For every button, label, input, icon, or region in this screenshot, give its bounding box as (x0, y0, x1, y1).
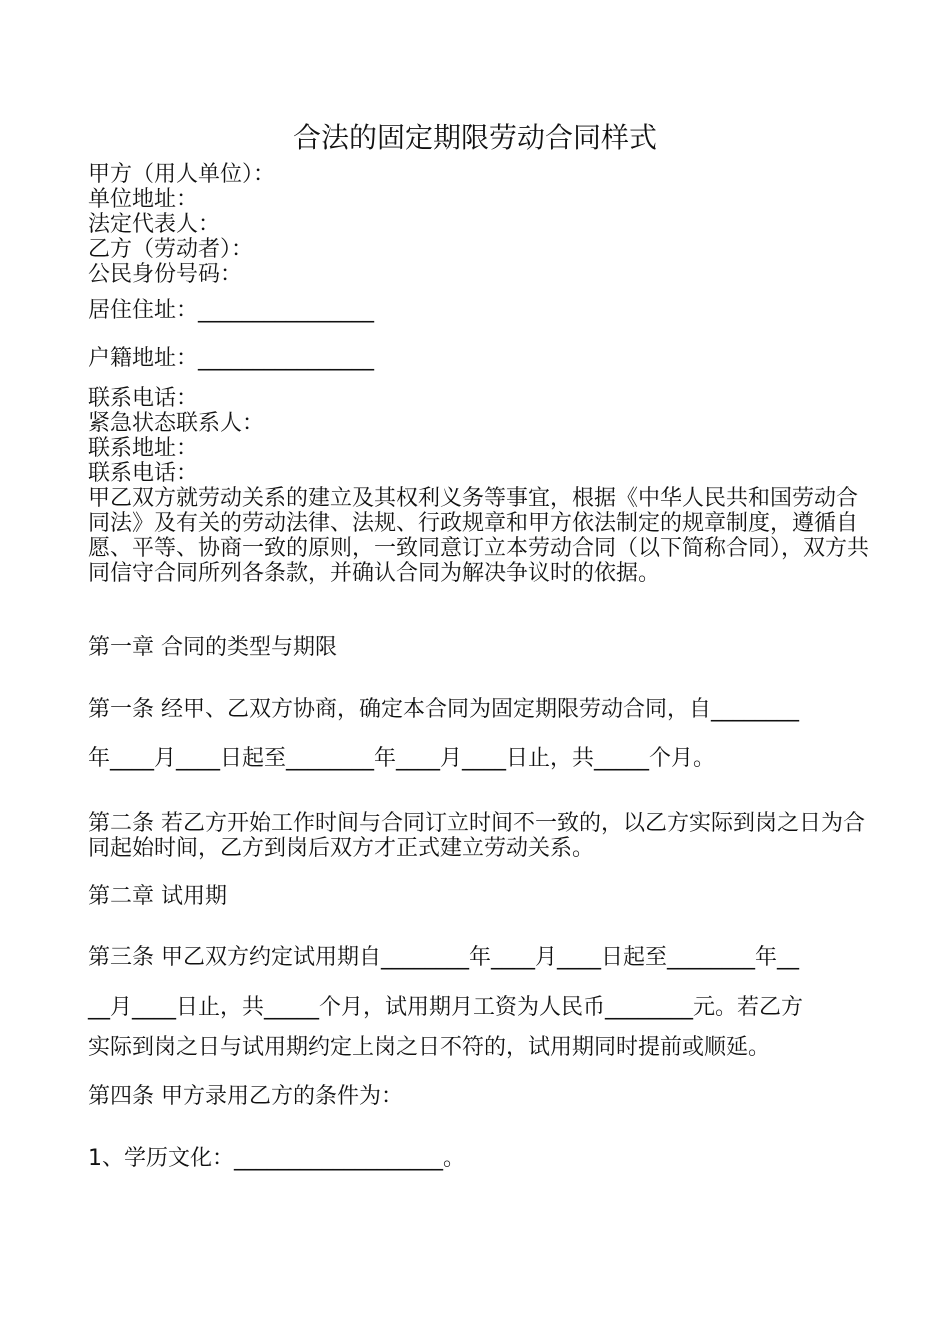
item-1-education: 1、学历文化：___________________。 (88, 1146, 465, 1171)
document-title: 合法的固定期限劳动合同样式 (292, 121, 657, 154)
household-address-field: 户籍地址：________________ (88, 346, 375, 371)
unit-address-label: 单位地址： (88, 187, 199, 212)
chapter-1-heading: 第一章 合同的类型与期限 (88, 635, 337, 660)
residence-address-field: 居住住址：________________ (88, 298, 375, 323)
contact-address-label: 联系地址： (88, 436, 199, 461)
emergency-phone-label: 联系电话： (88, 461, 199, 486)
chapter-2-heading: 第二章 试用期 (88, 884, 227, 909)
id-number-label: 公民身份号码： (88, 262, 243, 287)
contact-phone-label: 联系电话： (88, 386, 199, 411)
article-1-line-2: 年____月____日起至________年____月____日止，共_____个月。 (88, 746, 716, 771)
article-3-line-1: 第三条 甲乙双方约定试用期自________年____月____日起至________年__ (88, 945, 799, 970)
party-a-label: 甲方（用人单位）： (88, 162, 276, 187)
legal-representative-label: 法定代表人： (88, 212, 221, 237)
party-b-label: 乙方（劳动者）： (88, 237, 254, 262)
emergency-contact-label: 紧急状态联系人： (88, 411, 265, 436)
article-1-line-1: 第一条 经甲、乙双方协商，确定本合同为固定期限劳动合同，自________ (88, 697, 799, 722)
article-3-line-2: __月____日止，共_____个月，试用期月工资为人民币________元。若乙方 (88, 995, 804, 1020)
article-3-line-3: 实际到岗之日与试用期约定上岗之日不符的，试用期同时提前或顺延。 (88, 1035, 771, 1060)
preamble-paragraph: 甲乙双方就劳动关系的建立及其权利义务等事宜，根据《中华人民共和国劳动合同法》及有关的劳动法律、法规、行政规章和甲方依法制定的规章制度，遵循自愿、平等、协商一致的原则，一致同意订立本劳动合同（以下简称合同），双方共同信守合同所列各条款，并确认合同为解决争议时的依据。 (88, 486, 870, 586)
article-2-paragraph: 第二条 若乙方开始工作时间与合同订立时间不一致的，以乙方实际到岗之日为合同起始时间，乙方到岗后双方才正式建立劳动关系。 (88, 811, 865, 861)
article-4-heading: 第四条 甲方录用乙方的条件为： (88, 1084, 403, 1109)
